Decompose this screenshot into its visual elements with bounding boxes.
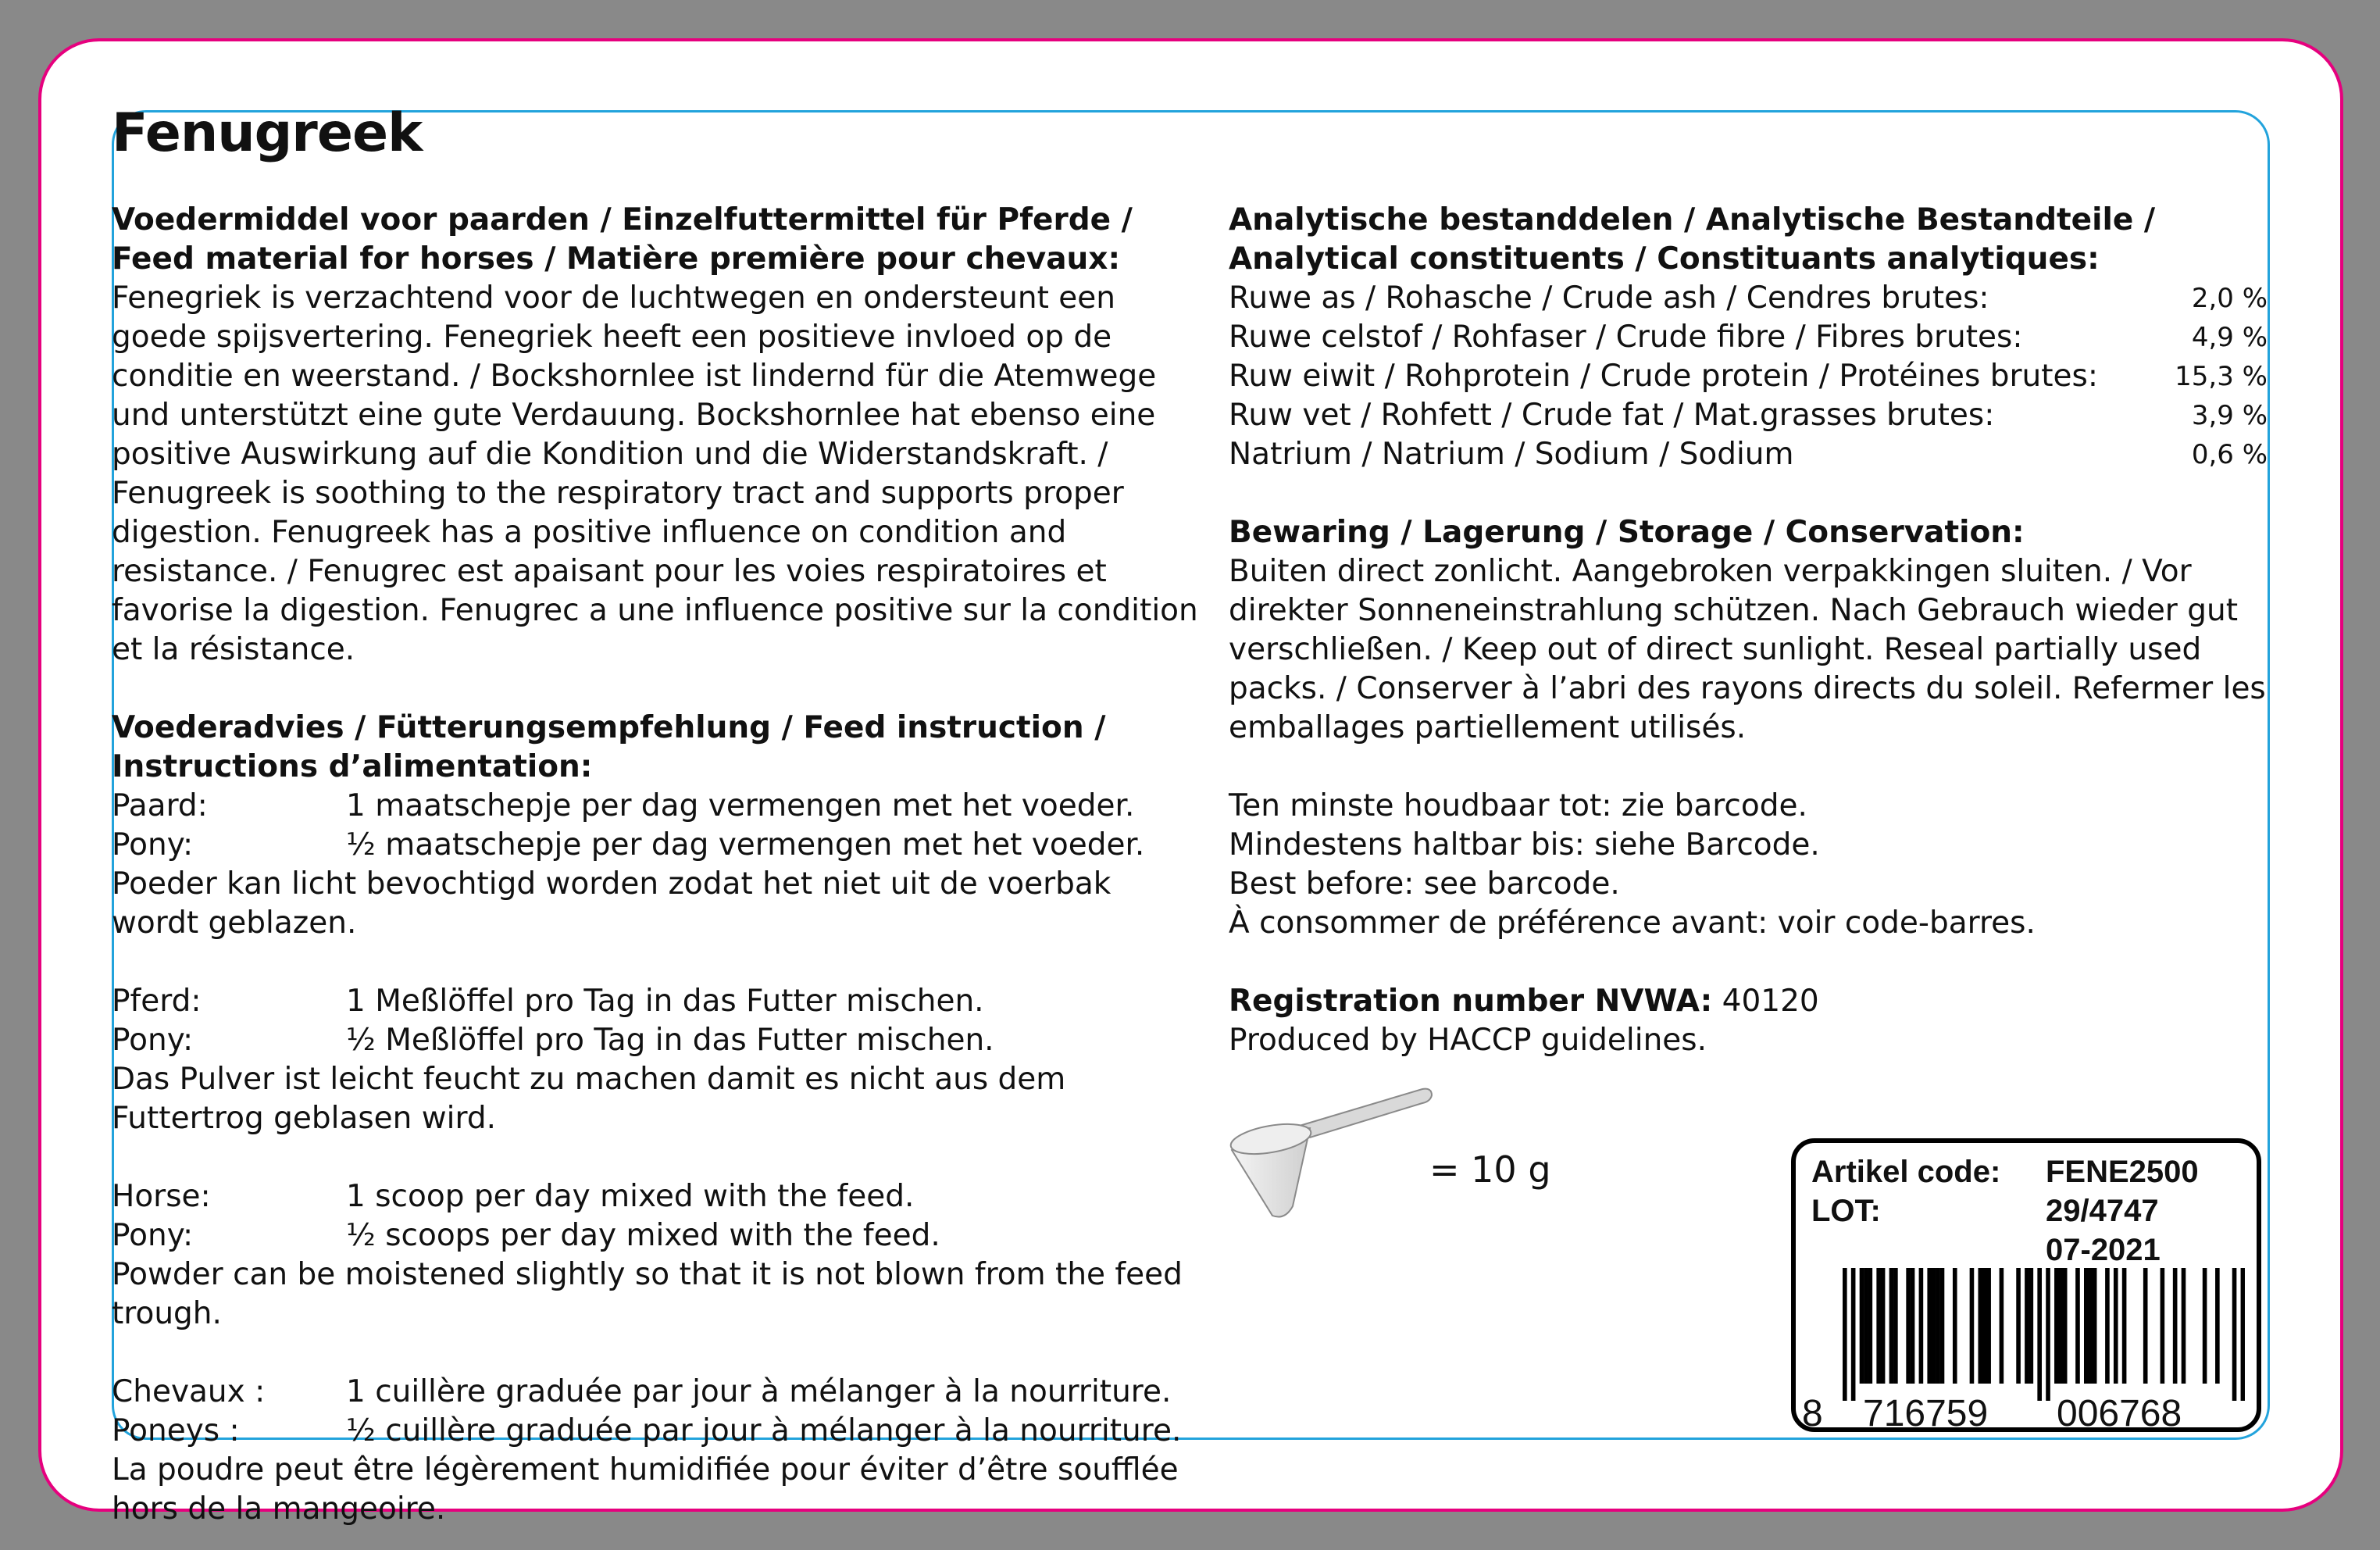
barcode-bar xyxy=(1843,1268,1847,1401)
barcode-bar xyxy=(2046,1268,2050,1401)
registration-label: Registration number NVWA: xyxy=(1229,984,1713,1019)
barcode-bar xyxy=(1970,1268,1975,1384)
barcode-bar xyxy=(1889,1268,1894,1384)
article-code-label: Artikel code: xyxy=(1811,1155,2001,1189)
barcode-bar xyxy=(2088,1268,2093,1384)
en-note: Powder can be moistened slightly so that it is not blown from the feed trough. xyxy=(112,1257,1183,1331)
barcode-bar xyxy=(1864,1268,1868,1384)
barcode-bar xyxy=(2215,1268,2220,1384)
feed-instruction-heading: Voederadvies / Fütterungsempfehlung / Feed instruction / Instructions d’alimentation: xyxy=(112,710,1106,784)
nl-pony-row: Pony: ½ maatschepje per dag vermengen met het voeder. xyxy=(112,827,1145,862)
barcode-bar xyxy=(1982,1268,1987,1384)
barcode-bar xyxy=(1881,1268,1886,1384)
storage-text: Buiten direct zonlicht. Aangebroken verpakkingen sluiten. / Vor direkter Sonneneinstrahlung schützen. Nach Gebrauch wieder gut verschließen. / Keep out of direct sunlight. Reseal partially used packs. / Conserver à l’abri des rayons directs du soleil. Refermer les emballages partiellement utilisés. xyxy=(1229,554,2266,745)
barcode-bar xyxy=(1876,1268,1881,1384)
barcode-bar xyxy=(1927,1268,1932,1384)
barcode-bar xyxy=(1986,1268,1991,1384)
barcode-bar xyxy=(2203,1268,2207,1384)
barcode-digit-first: 8 xyxy=(1802,1393,1823,1432)
barcode-bar xyxy=(2025,1268,2029,1384)
storage-heading: Bewaring / Lagerung / Storage / Conservation: xyxy=(1229,515,2025,550)
barcode-bar xyxy=(2037,1268,2042,1401)
article-code-box xyxy=(1791,1138,2261,1432)
barcode xyxy=(1843,1268,2245,1401)
barcode-bar xyxy=(2093,1268,2097,1384)
article-code-value: FENE2500 xyxy=(2046,1155,2199,1189)
barcode-bar xyxy=(1868,1268,1873,1384)
scoop-icon xyxy=(1227,1083,1438,1223)
left-column xyxy=(112,201,1205,1529)
barcode-bar xyxy=(1936,1268,1940,1384)
barcode-bar xyxy=(1860,1268,1864,1384)
best-before-date: 07-2021 xyxy=(2046,1233,2161,1267)
barcode-bar xyxy=(1940,1268,1945,1384)
barcode-bar xyxy=(2063,1268,2068,1384)
fr-pony-row: Poneys : ½ cuillère graduée par jour à mélanger à la nourriture. xyxy=(112,1413,1182,1448)
barcode-bar xyxy=(2000,1268,2004,1384)
right-column xyxy=(1229,201,2268,1060)
best-before-de: Mindestens haltbar bis: siehe Barcode. xyxy=(1229,827,1820,862)
barcode-bar xyxy=(2182,1268,2186,1384)
registration-number: 40120 xyxy=(1722,984,1819,1019)
barcode-bar xyxy=(2029,1268,2034,1384)
barcode-bar xyxy=(2173,1268,2178,1384)
barcode-bar xyxy=(2122,1268,2127,1384)
analytical-row: Ruw eiwit / Rohprotein / Crude protein / Protéines brutes: 15,3 % xyxy=(1229,359,2268,394)
barcode-bar xyxy=(1978,1268,1982,1384)
nl-horse-row: Paard: 1 maatschepje per dag vermengen met het voeder. xyxy=(112,788,1135,823)
barcode-bar xyxy=(1851,1268,1856,1401)
lot-label: LOT: xyxy=(1811,1194,1881,1228)
analytical-row: Ruw vet / Rohfett / Crude fat / Mat.grasses brutes: 3,9 % xyxy=(1229,398,2268,433)
en-horse-row: Horse: 1 scoop per day mixed with the feed. xyxy=(112,1179,915,1214)
analytical-heading: Analytische bestanddelen / Analytische Bestandteile / Analytical constituents / Constituants analytiques: xyxy=(1229,202,2156,277)
barcode-bar xyxy=(2241,1268,2245,1401)
best-before-fr: À consommer de préférence avant: voir code-barres. xyxy=(1229,905,2036,941)
barcode-bar xyxy=(1911,1268,1915,1384)
barcode-bar xyxy=(2232,1268,2237,1401)
barcode-bar xyxy=(1953,1268,1957,1384)
best-before-nl: Ten minste houdbaar tot: zie barcode. xyxy=(1229,788,1807,823)
barcode-bar xyxy=(2084,1268,2089,1384)
de-pony-row: Pony: ½ Meßlöffel pro Tag in das Futter mischen. xyxy=(112,1023,994,1058)
barcode-bar xyxy=(2075,1268,2080,1384)
registration-line xyxy=(1229,982,2268,1021)
en-pony-row: Pony: ½ scoops per day mixed with the feed. xyxy=(112,1218,940,1253)
de-horse-row: Pferd: 1 Meßlöffel pro Tag in das Futter mischen. xyxy=(112,984,984,1019)
product-description: Fenegriek is verzachtend voor de luchtwegen en ondersteunt een goede spijsvertering. Fenegriek heeft een positieve invloed op de conditie en weerstand. / Bockshornlee ist lindernd für die Atemwege und unterstützt eine gute Verdauung. Bockshornlee hat ebenso eine positive Auswirkung auf die Kondition und die Widerstandskraft. / Fenugreek is soothing to the respiratory tract and supports proper digestion. Fenugreek has a positive influence on condition and resistance. / Fenugrec est apaisant pour les voies respiratoires et favorise la digestion. Fenugrec a une influence positive sur la condition et la résistance. xyxy=(112,280,1198,667)
barcode-digits-right: 006768 xyxy=(2057,1393,2182,1432)
fr-note: La poudre peut être légèrement humidifiée pour éviter d’être soufflée hors de la mangeoire. xyxy=(112,1452,1179,1527)
analytical-row: Ruwe as / Rohasche / Crude ash / Cendres brutes: 2,0 % xyxy=(1229,280,2268,316)
barcode-digits-left: 716759 xyxy=(1863,1393,1989,1432)
barcode-bar xyxy=(2054,1268,2059,1384)
barcode-bar xyxy=(2105,1268,2110,1384)
fr-horse-row: Chevaux : 1 cuillère graduée par jour à mélanger à la nourriture. xyxy=(112,1374,1172,1409)
barcode-bar xyxy=(2058,1268,2063,1384)
barcode-bar xyxy=(2161,1268,2165,1384)
barcode-bar xyxy=(2143,1268,2148,1384)
barcode-bar xyxy=(1893,1268,1898,1384)
barcode-bar xyxy=(2016,1268,2021,1384)
barcode-bar xyxy=(2114,1268,2118,1384)
analytical-row: Natrium / Natrium / Sodium / Sodium 0,6 % xyxy=(1229,437,2268,472)
analytical-row: Ruwe celstof / Rohfaser / Crude fibre / Fibres brutes: 4,9 % xyxy=(1229,320,2268,355)
de-note: Das Pulver ist leicht feucht zu machen damit es nicht aus dem Futtertrog geblasen wird. xyxy=(112,1062,1066,1136)
scoop-weight: = 10 g xyxy=(1429,1148,1551,1191)
barcode-bar xyxy=(1919,1268,1924,1384)
haccp-note: Produced by HACCP guidelines. xyxy=(1229,1023,1707,1058)
feed-type-heading: Voedermiddel voor paarden / Einzelfuttermittel für Pferde / Feed material for horses / Matière première pour chevaux: xyxy=(112,202,1133,277)
best-before-en: Best before: see barcode. xyxy=(1229,866,1620,902)
barcode-bar xyxy=(1932,1268,1936,1384)
lot-value: 29/4747 xyxy=(2046,1194,2159,1228)
barcode-bar xyxy=(1906,1268,1911,1384)
product-title: Fenugreek xyxy=(112,102,423,164)
nl-note: Poeder kan licht bevochtigd worden zodat het niet uit de voerbak wordt geblazen. xyxy=(112,866,1111,941)
